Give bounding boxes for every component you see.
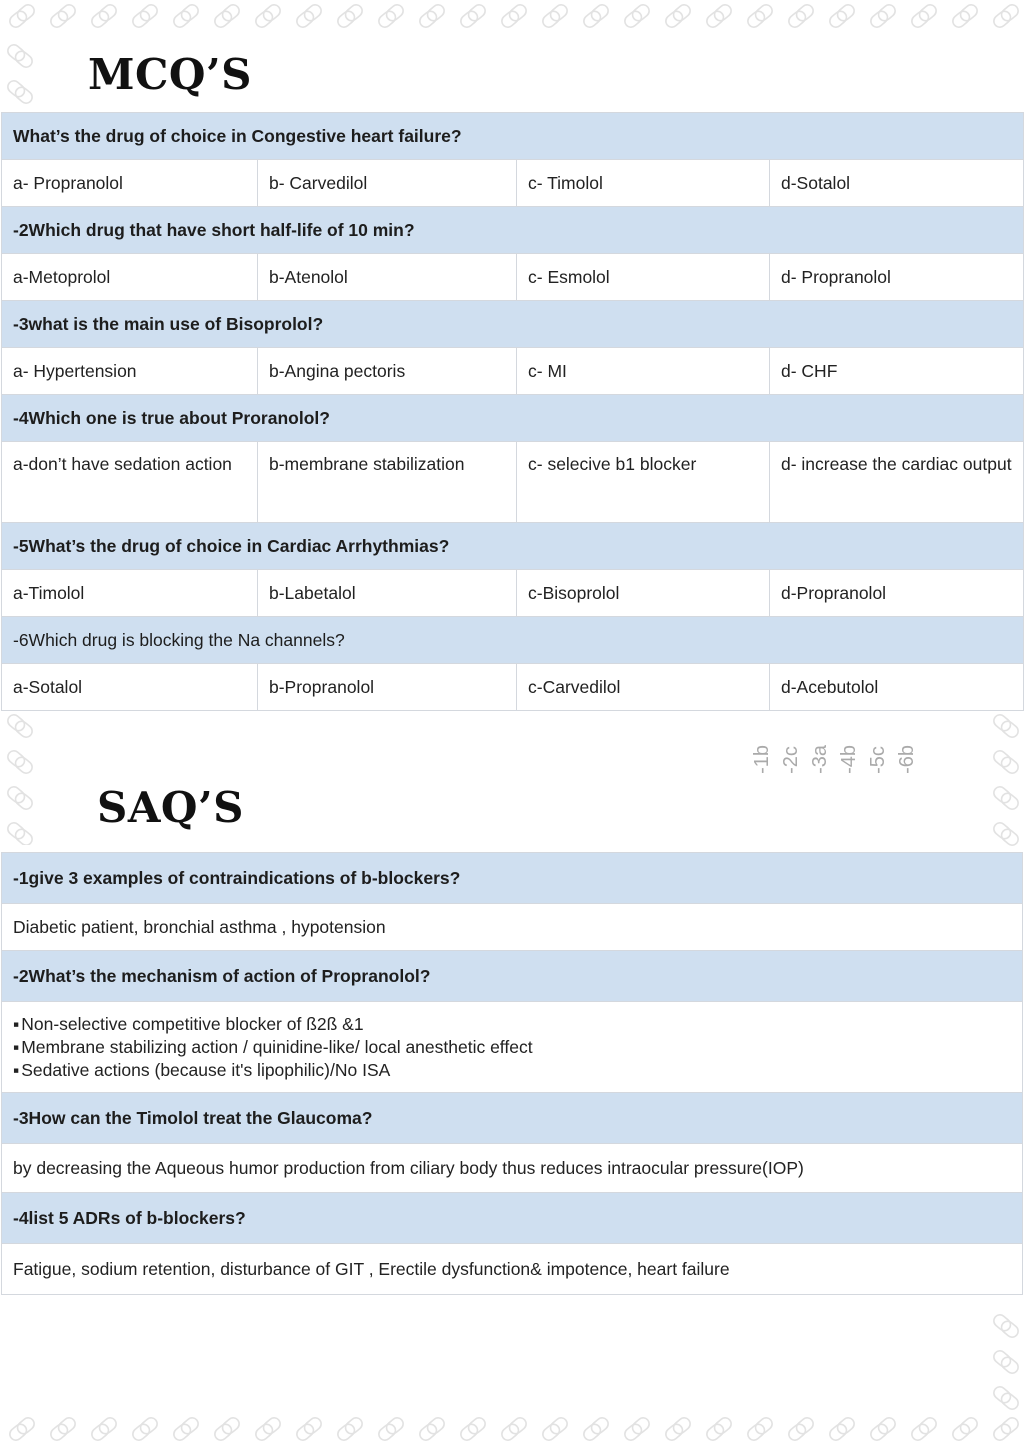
mcq-option: a-Timolol xyxy=(2,570,258,617)
mcq-question-5: -5What’s the drug of choice in Cardiac Arrhythmias? xyxy=(2,523,1024,570)
answer-key-item: -3a xyxy=(809,745,831,774)
answer-key-item: -5c xyxy=(867,746,889,774)
pill-icon xyxy=(89,2,118,29)
mcq-heading: MCQ’S xyxy=(88,50,252,99)
saq-answer-2 xyxy=(2,1002,1023,1093)
pill-icon xyxy=(7,2,36,29)
pill-icon xyxy=(5,78,34,105)
mcq-option: b-Propranolol xyxy=(258,664,517,711)
mcq-question-4: -4Which one is true about Proranolol? xyxy=(2,395,1024,442)
pill-icon xyxy=(745,1415,774,1442)
pill-border-left-top xyxy=(0,40,40,120)
mcq-question-6: -6Which drug is blocking the Na channels? xyxy=(2,617,1024,664)
pill-icon xyxy=(991,1348,1020,1375)
mcq-option: d-Sotalol xyxy=(770,160,1024,207)
pill-icon xyxy=(171,2,200,29)
pill-icon xyxy=(499,1415,528,1442)
pill-icon xyxy=(909,1415,938,1442)
pill-icon xyxy=(581,2,610,29)
mcq-option: d-Acebutolol xyxy=(770,664,1024,711)
pill-icon xyxy=(991,712,1020,739)
pill-border-bottom xyxy=(0,1413,1024,1449)
pill-icon xyxy=(991,1384,1020,1411)
pill-icon xyxy=(745,2,774,29)
pill-icon xyxy=(991,1312,1020,1339)
mcq-question-1: What’s the drug of choice in Congestive heart failure? xyxy=(2,113,1024,160)
mcq-option: a- Hypertension xyxy=(2,348,258,395)
mcq-option: a- Propranolol xyxy=(2,160,258,207)
pill-icon xyxy=(663,1415,692,1442)
saq-answer-bullet: ▪ Sedative actions (because it's lipophilic)/No ISA xyxy=(13,1059,1011,1082)
mcq-option: c-Bisoprolol xyxy=(517,570,770,617)
pill-icon xyxy=(5,42,34,69)
mcq-option: c- MI xyxy=(517,348,770,395)
pill-border-right-bottom xyxy=(986,1310,1024,1420)
pill-icon xyxy=(417,2,446,29)
saq-heading: SAQ’S xyxy=(97,783,244,832)
pill-icon xyxy=(786,2,815,29)
pill-icon xyxy=(253,2,282,29)
pill-icon xyxy=(909,2,938,29)
pill-icon xyxy=(663,2,692,29)
saq-question-1: -1give 3 examples of contraindications of b-blockers? xyxy=(2,853,1023,904)
answer-key-item: -4b xyxy=(838,745,860,774)
mcq-option: c- selecive b1 blocker xyxy=(517,442,770,523)
pill-icon xyxy=(622,2,651,29)
pill-icon xyxy=(704,1415,733,1442)
answer-key-item: -6b xyxy=(896,745,918,774)
mcq-option: a-don’t have sedation action xyxy=(2,442,258,523)
pill-icon xyxy=(130,2,159,29)
mcq-option: a-Metoprolol xyxy=(2,254,258,301)
mcq-question-2: -2Which drug that have short half-life of 10 min? xyxy=(2,207,1024,254)
saq-answer-1: Diabetic patient, bronchial asthma , hypotension xyxy=(2,904,1023,951)
pill-icon xyxy=(991,820,1020,847)
answer-key-item: -1b xyxy=(751,745,773,774)
mcq-option: a-Sotalol xyxy=(2,664,258,711)
pill-icon xyxy=(376,1415,405,1442)
pill-icon xyxy=(335,1415,364,1442)
pill-icon xyxy=(827,2,856,29)
pill-icon xyxy=(5,712,34,739)
pill-icon xyxy=(335,2,364,29)
mcq-option: d- CHF xyxy=(770,348,1024,395)
pill-border-right-mid xyxy=(986,710,1024,850)
pill-icon xyxy=(950,1415,979,1442)
pill-icon xyxy=(991,784,1020,811)
pill-icon xyxy=(950,2,979,29)
mcq-option: d- increase the cardiac output xyxy=(770,442,1024,523)
pill-icon xyxy=(48,1415,77,1442)
mcq-option: b-Angina pectoris xyxy=(258,348,517,395)
mcq-option: b-Atenolol xyxy=(258,254,517,301)
pill-icon xyxy=(294,2,323,29)
pill-icon xyxy=(5,748,34,775)
mcq-option: c- Esmolol xyxy=(517,254,770,301)
saq-answer-4: Fatigue, sodium retention, disturbance of GIT , Erectile dysfunction& impotence, heart failure xyxy=(2,1244,1023,1295)
saq-question-3: -3How can the Timolol treat the Glaucoma? xyxy=(2,1093,1023,1144)
pill-icon xyxy=(581,1415,610,1442)
pill-icon xyxy=(130,1415,159,1442)
mcq-option: c- Timolol xyxy=(517,160,770,207)
pill-icon xyxy=(376,2,405,29)
answer-key xyxy=(752,745,918,774)
saq-answer-bullet: ▪ Non-selective competitive blocker of ß2ß &1 xyxy=(13,1013,1011,1036)
mcq-option: b- Carvedilol xyxy=(258,160,517,207)
pill-icon xyxy=(171,1415,200,1442)
pill-icon xyxy=(5,784,34,811)
pill-border-left-mid xyxy=(0,710,40,845)
pill-icon xyxy=(868,2,897,29)
pill-icon xyxy=(253,1415,282,1442)
saq-answer-3: by decreasing the Aqueous humor production from ciliary body thus reduces intraocular pressure(IOP) xyxy=(2,1144,1023,1193)
mcq-option: b-membrane stabilization xyxy=(258,442,517,523)
mcq-option: c-Carvedilol xyxy=(517,664,770,711)
pill-icon xyxy=(48,2,77,29)
pill-icon xyxy=(704,2,733,29)
pill-icon xyxy=(868,1415,897,1442)
saq-table xyxy=(1,852,1023,1295)
pill-icon xyxy=(991,2,1020,29)
pill-icon xyxy=(827,1415,856,1442)
pill-icon xyxy=(212,2,241,29)
pill-icon xyxy=(540,1415,569,1442)
pill-icon xyxy=(5,820,34,845)
saq-question-4: -4list 5 ADRs of b-blockers? xyxy=(2,1193,1023,1244)
mcq-option: d-Propranolol xyxy=(770,570,1024,617)
pill-border-top xyxy=(0,0,1024,36)
saq-answer-bullet: ▪ Membrane stabilizing action / quinidine-like/ local anesthetic effect xyxy=(13,1036,1011,1059)
pill-icon xyxy=(499,2,528,29)
pill-icon xyxy=(212,1415,241,1442)
pill-icon xyxy=(458,1415,487,1442)
saq-question-2: -2What’s the mechanism of action of Propranolol? xyxy=(2,951,1023,1002)
pill-icon xyxy=(786,1415,815,1442)
pill-icon xyxy=(89,1415,118,1442)
pill-icon xyxy=(7,1415,36,1442)
mcq-table xyxy=(1,112,1024,711)
pill-icon xyxy=(294,1415,323,1442)
mcq-question-3: -3what is the main use of Bisoprolol? xyxy=(2,301,1024,348)
pill-icon xyxy=(458,2,487,29)
pill-icon xyxy=(417,1415,446,1442)
pill-icon xyxy=(991,748,1020,775)
pill-icon xyxy=(540,2,569,29)
pill-icon xyxy=(622,1415,651,1442)
mcq-option: d- Propranolol xyxy=(770,254,1024,301)
answer-key-item: -2c xyxy=(780,746,802,774)
mcq-option: b-Labetalol xyxy=(258,570,517,617)
